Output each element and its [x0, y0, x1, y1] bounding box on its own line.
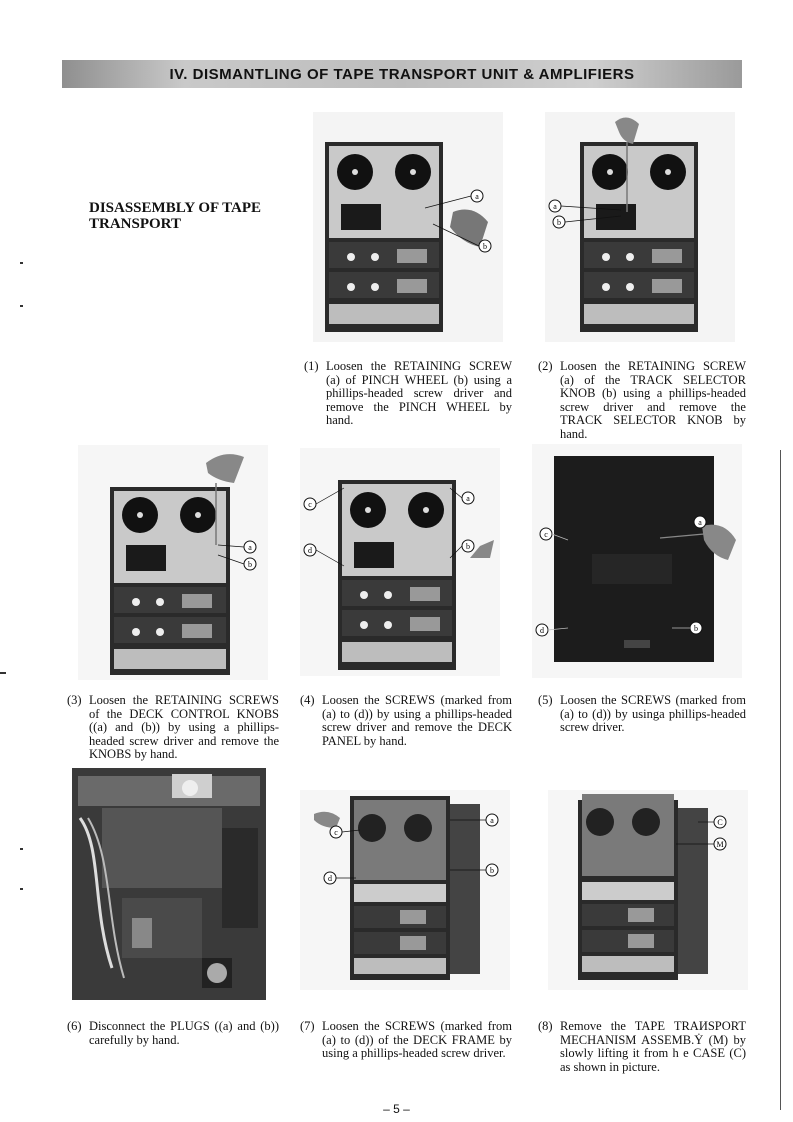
svg-text:c: c — [308, 500, 312, 509]
step-text: Loosen the RETAINING SCREW (a) of the TRACK SELECTOR KNOB (b) using a phillips-headed screw driver and remove the TRACK SELECTOR KNOB by hand. — [560, 359, 746, 441]
caption-step-2 — [538, 360, 746, 441]
page-heading: DISASSEMBLY OF TAPE TRANSPORT — [89, 200, 261, 232]
caption-step-5 — [538, 694, 746, 735]
photo-step-4 — [300, 448, 500, 676]
svg-text:a: a — [553, 202, 557, 211]
section-banner — [62, 60, 742, 88]
photo-step-1 — [313, 112, 503, 342]
caption-step-3 — [67, 694, 279, 762]
svg-text:a: a — [466, 494, 470, 503]
scan-edge-line — [780, 450, 781, 1110]
step-number: (2) — [538, 359, 553, 373]
svg-text:b: b — [557, 218, 561, 227]
caption-step-6 — [67, 1020, 279, 1047]
svg-text:a: a — [475, 192, 479, 201]
photo-step-8 — [548, 790, 748, 990]
photo-step-2 — [545, 112, 735, 342]
scan-mark — [0, 672, 6, 674]
step-number: (3) — [67, 693, 82, 707]
step-number: (5) — [538, 693, 553, 707]
svg-text:b: b — [466, 542, 470, 551]
step-number: (7) — [300, 1019, 315, 1033]
scan-mark — [20, 262, 23, 264]
photo-step-7 — [300, 790, 510, 990]
scan-mark — [20, 848, 23, 850]
step-number: (4) — [300, 693, 315, 707]
svg-text:b: b — [694, 624, 698, 633]
svg-text:c: c — [334, 828, 338, 837]
step-text: Loosen the RETAINING SCREWS of the DECK CONTROL KNOBS ((a) and (b)) by using a phillips-headed screw driver and remove the KNOBS by hand. — [89, 693, 279, 761]
photo-step-3 — [78, 445, 268, 680]
scan-mark — [20, 305, 23, 307]
caption-step-1 — [304, 360, 512, 428]
step-number: (8) — [538, 1019, 553, 1033]
svg-text:d: d — [540, 626, 544, 635]
svg-text:c: c — [544, 530, 548, 539]
caption-step-4 — [300, 694, 512, 748]
svg-text:b: b — [483, 242, 487, 251]
svg-text:C: C — [717, 818, 723, 827]
step-number: (1) — [304, 359, 319, 373]
step-number: (6) — [67, 1019, 82, 1033]
step-text: Loosen the SCREWS (marked from (a) to (d)) by usinga phillips-headed screw driver. — [560, 693, 746, 734]
scan-mark — [20, 888, 23, 890]
step-text: Remove the TAPE TRAИSPORT MECHANISM ASSEMB.Ẏ (M) by slowly lifting it from h e CASE (C) as shown in picture. — [560, 1019, 746, 1074]
svg-text:a: a — [490, 816, 494, 825]
svg-text:b: b — [490, 866, 494, 875]
svg-text:d: d — [328, 874, 332, 883]
page-number: – 5 – — [383, 1102, 410, 1116]
section-title: IV. DISMANTLING OF TAPE TRANSPORT UNIT & AMPLIFIERS — [169, 65, 635, 83]
svg-text:a: a — [248, 543, 252, 552]
photo-step-6 — [72, 768, 266, 1000]
caption-step-8 — [538, 1020, 746, 1074]
caption-step-7 — [300, 1020, 512, 1061]
step-text: Disconnect the PLUGS ((a) and (b)) carefully by hand. — [89, 1019, 279, 1047]
svg-text:a: a — [698, 518, 702, 527]
svg-text:M: M — [716, 840, 724, 849]
step-text: Loosen the SCREWS (marked from (a) to (d)) by using a phillips-headed screw driver and remove the DECK PANEL by hand. — [322, 693, 512, 748]
svg-text:d: d — [308, 546, 312, 555]
step-text: Loosen the SCREWS (marked from (a) to (d)) of the DECK FRAME by using a phillips-headed screw driver. — [322, 1019, 512, 1060]
svg-text:b: b — [248, 560, 252, 569]
photo-step-5 — [532, 444, 742, 678]
step-text: Loosen the RETAINING SCREW (a) of PINCH WHEEL (b) using a phillips-headed screw driver and remove the PINCH WHEEL by hand. — [326, 359, 512, 427]
